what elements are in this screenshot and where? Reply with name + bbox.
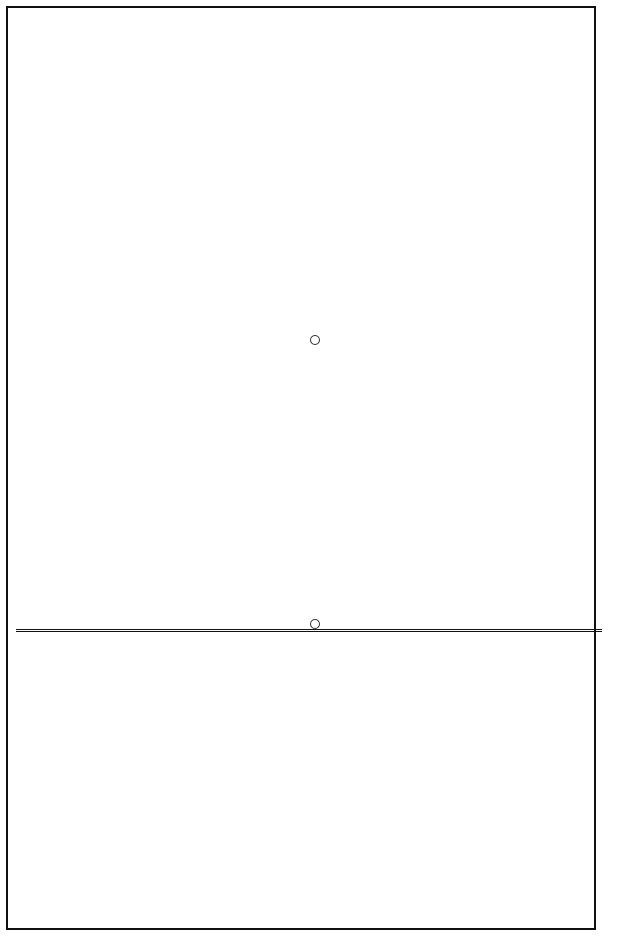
top-text-columns xyxy=(24,26,594,619)
page-frame xyxy=(6,6,596,930)
section-circle-mark xyxy=(310,619,320,629)
section-circle-mark xyxy=(310,335,320,345)
page-margin xyxy=(600,0,640,937)
top-panel xyxy=(16,16,602,632)
bottom-panel xyxy=(16,635,602,935)
bottom-text-columns xyxy=(24,645,594,925)
